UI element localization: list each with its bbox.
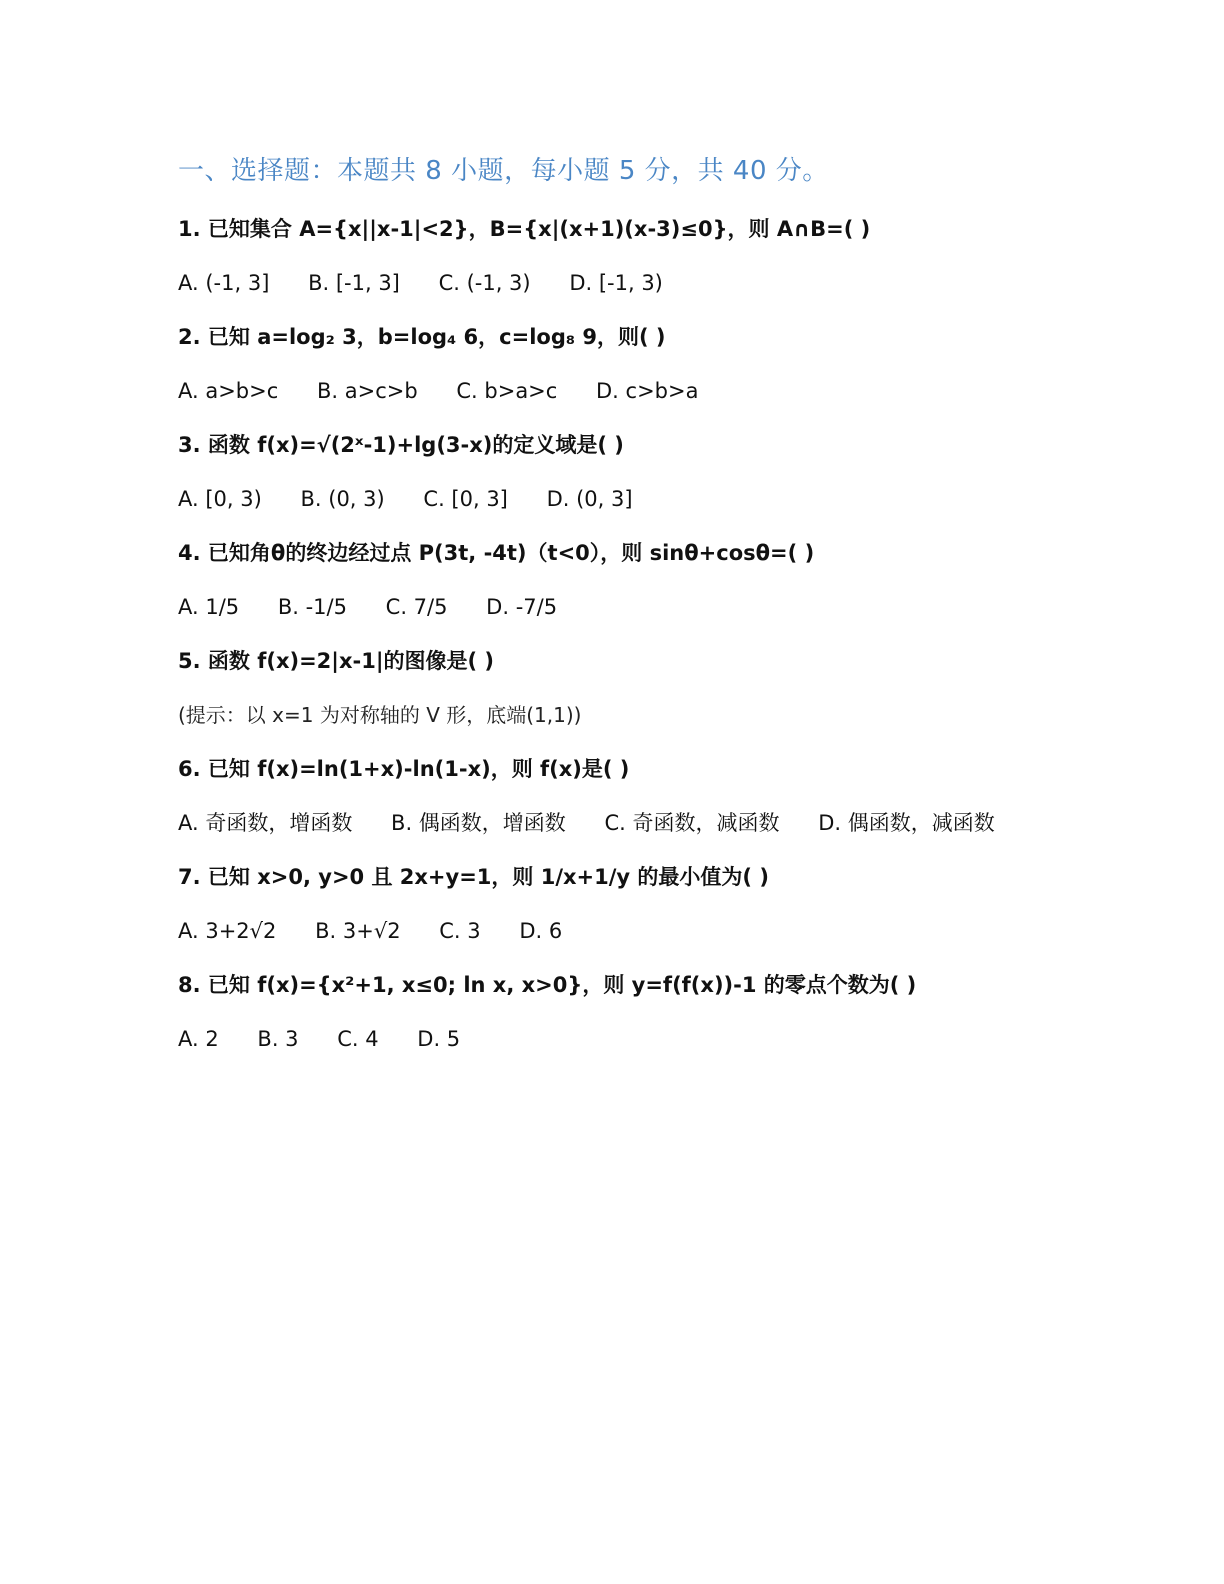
option-d: D. (0, 3] <box>546 487 633 511</box>
option-a: A. 3+2√2 <box>178 919 277 943</box>
option-c: C. 3 <box>439 919 481 943</box>
question-5-stem: 5. 函数 f(x)=2|x-1|的图像是( ) <box>178 649 495 673</box>
question-1-options <box>178 268 695 298</box>
option-a: A. [0, 3) <box>178 487 262 511</box>
option-a: A. (-1, 3] <box>178 271 270 295</box>
question-2-stem: 2. 已知 a=log₂ 3，b=log₄ 6，c=log₈ 9，则( ) <box>178 325 666 349</box>
question-4-options <box>178 592 589 622</box>
option-d: D. 偶函数，减函数 <box>818 811 995 835</box>
question-3-options <box>178 484 665 514</box>
option-b: B. -1/5 <box>277 595 347 619</box>
option-c: C. 4 <box>337 1027 379 1051</box>
option-b: B. (0, 3) <box>300 487 385 511</box>
option-c: C. 7/5 <box>385 595 448 619</box>
option-c: C. b>a>c <box>456 379 558 403</box>
option-c: C. 奇函数，减函数 <box>604 811 780 835</box>
option-a: A. 2 <box>178 1027 219 1051</box>
option-c: C. [0, 3] <box>423 487 508 511</box>
option-d: D. -7/5 <box>486 595 558 619</box>
question-3-stem: 3. 函数 f(x)=√(2ˣ-1)+lg(3-x)的定义域是( ) <box>178 433 624 457</box>
question-4-stem: 4. 已知角θ的终边经过点 P(3t, -4t)（t<0），则 sinθ+cosθ=( ) <box>178 541 815 565</box>
question-8-stem: 8. 已知 f(x)={x²+1, x≤0; ln x, x>0}，则 y=f(f(x))-1 的零点个数为( ) <box>178 973 917 997</box>
question-8-options <box>178 1024 492 1054</box>
section-heading: 一、选择题：本题共 8 小题，每小题 5 分，共 40 分。 <box>178 156 829 186</box>
question-2-options <box>178 376 730 406</box>
option-a: A. 1/5 <box>178 595 240 619</box>
option-c: C. (-1, 3) <box>438 271 531 295</box>
question-6-options <box>178 808 1027 838</box>
option-b: B. [-1, 3] <box>308 271 400 295</box>
question-6-stem: 6. 已知 f(x)=ln(1+x)-ln(1-x)，则 f(x)是( ) <box>178 757 630 781</box>
question-7-options <box>178 916 594 946</box>
option-d: D. c>b>a <box>596 379 699 403</box>
option-b: B. 3 <box>257 1027 299 1051</box>
option-a: A. a>b>c <box>178 379 279 403</box>
question-1-stem: 1. 已知集合 A={x||x-1|<2}，B={x|(x+1)(x-3)≤0}，则 A∩B=( ) <box>178 217 871 241</box>
question-5-hint: (提示：以 x=1 为对称轴的 V 形，底端(1,1)) <box>178 703 582 727</box>
option-d: D. 5 <box>417 1027 461 1051</box>
option-b: B. 偶函数，增函数 <box>391 811 566 835</box>
option-b: B. a>c>b <box>316 379 418 403</box>
option-b: B. 3+√2 <box>315 919 401 943</box>
option-a: A. 奇函数，增函数 <box>178 811 353 835</box>
option-d: D. 6 <box>519 919 563 943</box>
option-d: D. [-1, 3) <box>569 271 663 295</box>
question-7-stem: 7. 已知 x>0, y>0 且 2x+y=1，则 1/x+1/y 的最小值为( ) <box>178 865 769 889</box>
